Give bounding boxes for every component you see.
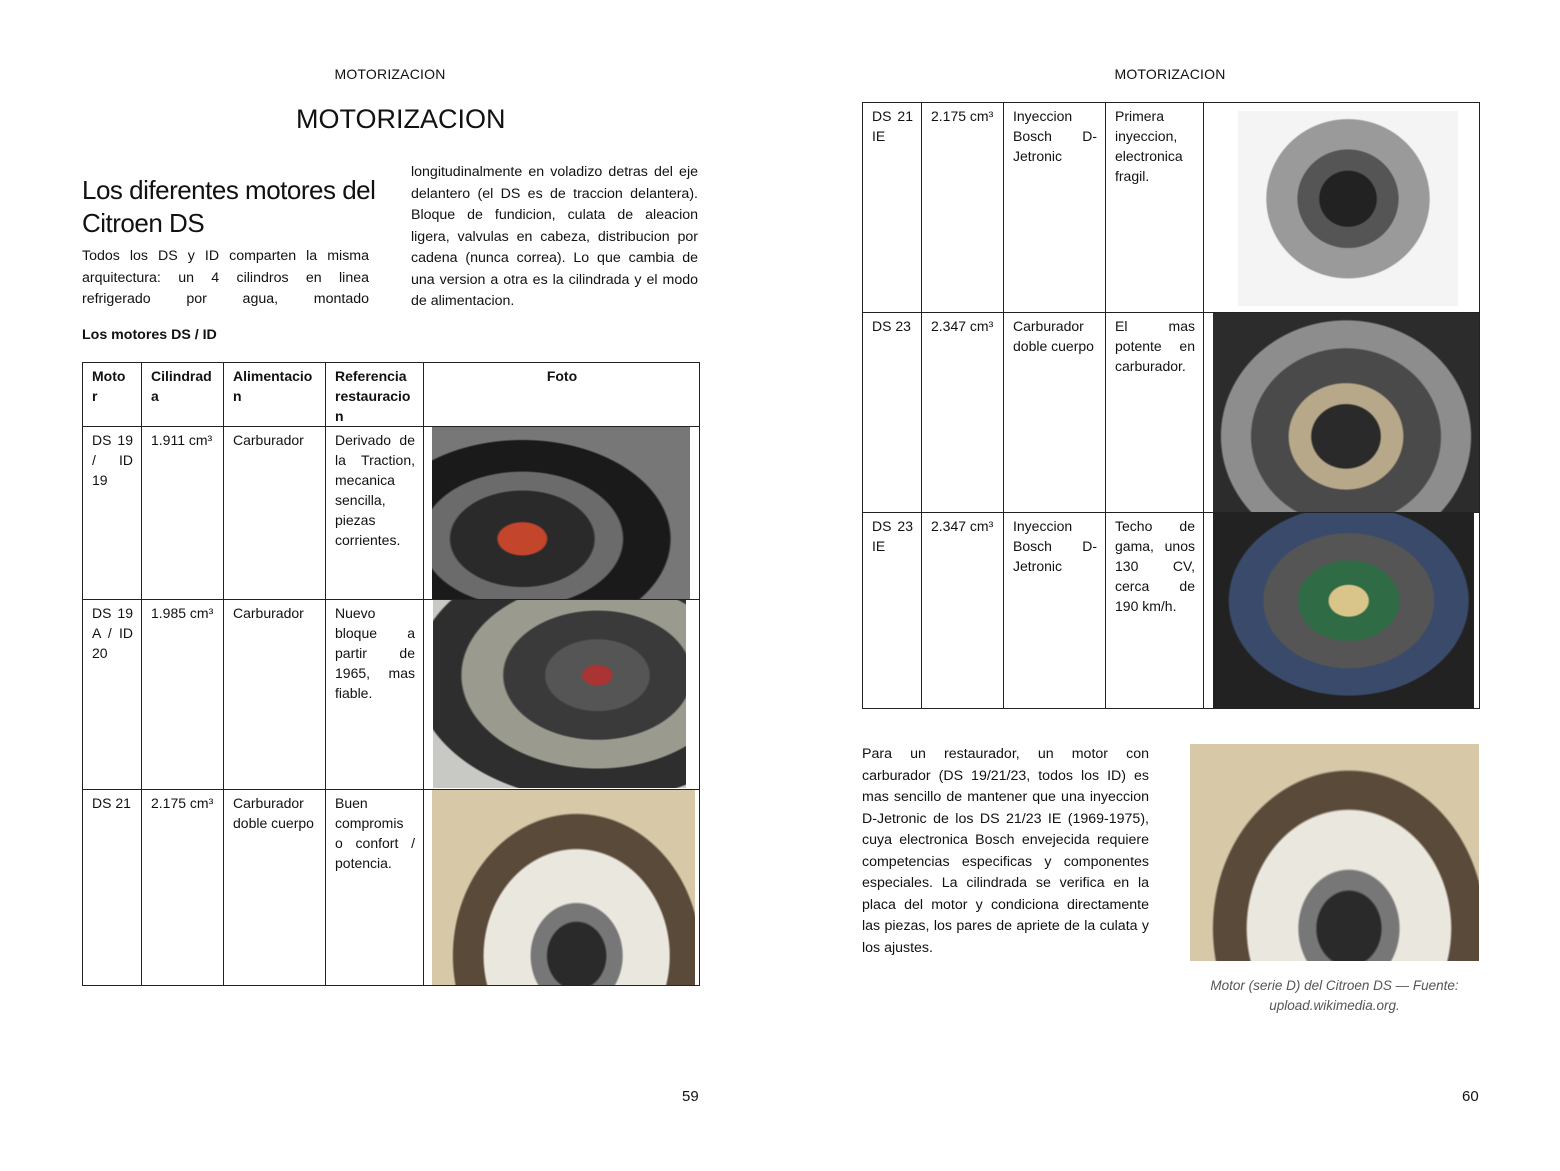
table-row xyxy=(83,790,700,986)
right-page xyxy=(780,0,1560,1171)
header-motor: Moto r xyxy=(92,368,126,404)
running-head: MOTORIZACION xyxy=(334,66,446,82)
engines-table xyxy=(82,362,700,986)
body-paragraph: Para un restaurador, un motor con carburador (DS 19/21/23, todos los ID) es mas sencillo de mantener que una inyeccion D-Jetronic de los DS 21/23 IE (1969-1975), cuya electronica Bosch envejecida requiere competencias especificas y componentes especiales. La cilindrada se verifica en la placa del motor y condiciona directamente las piezas, los pares de apriete de la culata y los ajustes. xyxy=(862,746,1149,956)
table-row xyxy=(83,427,700,600)
cell-motor: DS 21 xyxy=(92,795,131,811)
table-row xyxy=(863,313,1480,513)
cell-motor: DS 19 A / ID 20 xyxy=(92,605,133,661)
cell-alimentacion: Carburador xyxy=(233,432,304,448)
cell-motor: DS 23 IE xyxy=(872,518,913,554)
cell-cilindrada: 2.175 cm³ xyxy=(931,108,994,124)
cell-cilindrada: 2.347 cm³ xyxy=(931,318,994,334)
header-referencia: Referencia restauracio n xyxy=(335,368,411,424)
table-row xyxy=(863,513,1480,709)
cell-alimentacion: Inyeccion Bosch D-Jetronic xyxy=(1013,108,1097,164)
cell-referencia: Techo de gama, unos 130 CV, cerca de 190 km/h. xyxy=(1115,518,1195,614)
engine-photo xyxy=(433,600,686,788)
cell-alimentacion: Carburador doble cuerpo xyxy=(1013,318,1094,354)
table-header-row xyxy=(83,363,700,427)
engines-table-continued xyxy=(862,102,1480,709)
engine-photo xyxy=(1213,313,1479,512)
cell-cilindrada: 1.985 cm³ xyxy=(151,605,214,621)
table-row xyxy=(863,103,1480,313)
intro-paragraph-part2: longitudinalmente en voladizo detras del eje delantero (el DS es de traccion delantera). Bloque de fundicion, culata de aleacion ligera, valvulas en cabeza, distribucion por cadena (nunca correa). Lo que cambia de una version a otra es la cilindrada y el modo de alimentacion. xyxy=(411,164,698,309)
header-alimentacion: Alimentacio n xyxy=(233,368,313,404)
page-number: 60 xyxy=(1462,1088,1479,1105)
cell-referencia: Primera inyeccion, electronica fragil. xyxy=(1115,108,1183,184)
cell-motor: DS 23 xyxy=(872,318,911,334)
cell-motor: DS 19 / ID 19 xyxy=(92,432,133,488)
section-heading: Los diferentes motores del Citroen DS xyxy=(82,175,376,238)
engine-figure xyxy=(1190,744,1479,961)
intro-paragraph-part1: Todos los DS y ID comparten la misma arquitectura: un 4 cilindros en linea refrigerado por agua, montado xyxy=(82,248,369,307)
cell-referencia: El mas potente en carburador. xyxy=(1115,318,1195,374)
table-row xyxy=(83,600,700,790)
page-number: 59 xyxy=(682,1088,699,1105)
cell-referencia: Nuevo bloque a partir de 1965, mas fiable. xyxy=(335,605,415,701)
cell-alimentacion: Inyeccion Bosch D-Jetronic xyxy=(1013,518,1097,574)
running-head: MOTORIZACION xyxy=(1114,66,1226,82)
header-foto: Foto xyxy=(546,368,578,384)
table-caption: Los motores DS / ID xyxy=(82,327,217,343)
engine-photo xyxy=(1213,513,1474,708)
figure-caption: Motor (serie D) del Citroen DS — Fuente: upload.wikimedia.org. xyxy=(1210,978,1459,1013)
cell-referencia: Buen compromis o confort / potencia. xyxy=(335,795,415,871)
cell-alimentacion: Carburador xyxy=(233,605,304,621)
cell-cilindrada: 2.347 cm³ xyxy=(931,518,994,534)
header-cilindrada: Cilindrad a xyxy=(151,368,212,404)
engine-photo xyxy=(1238,111,1458,306)
cell-alimentacion: Carburador doble cuerpo xyxy=(233,795,314,831)
cell-cilindrada: 2.175 cm³ xyxy=(151,795,214,811)
engine-photo xyxy=(432,790,695,985)
cell-motor: DS 21 IE xyxy=(872,108,913,144)
cell-referencia: Derivado de la Traction, mecanica sencilla, piezas corrientes. xyxy=(335,432,415,548)
engine-photo xyxy=(432,427,690,599)
cell-cilindrada: 1.911 cm³ xyxy=(151,432,213,448)
page-title: MOTORIZACION xyxy=(296,104,506,134)
